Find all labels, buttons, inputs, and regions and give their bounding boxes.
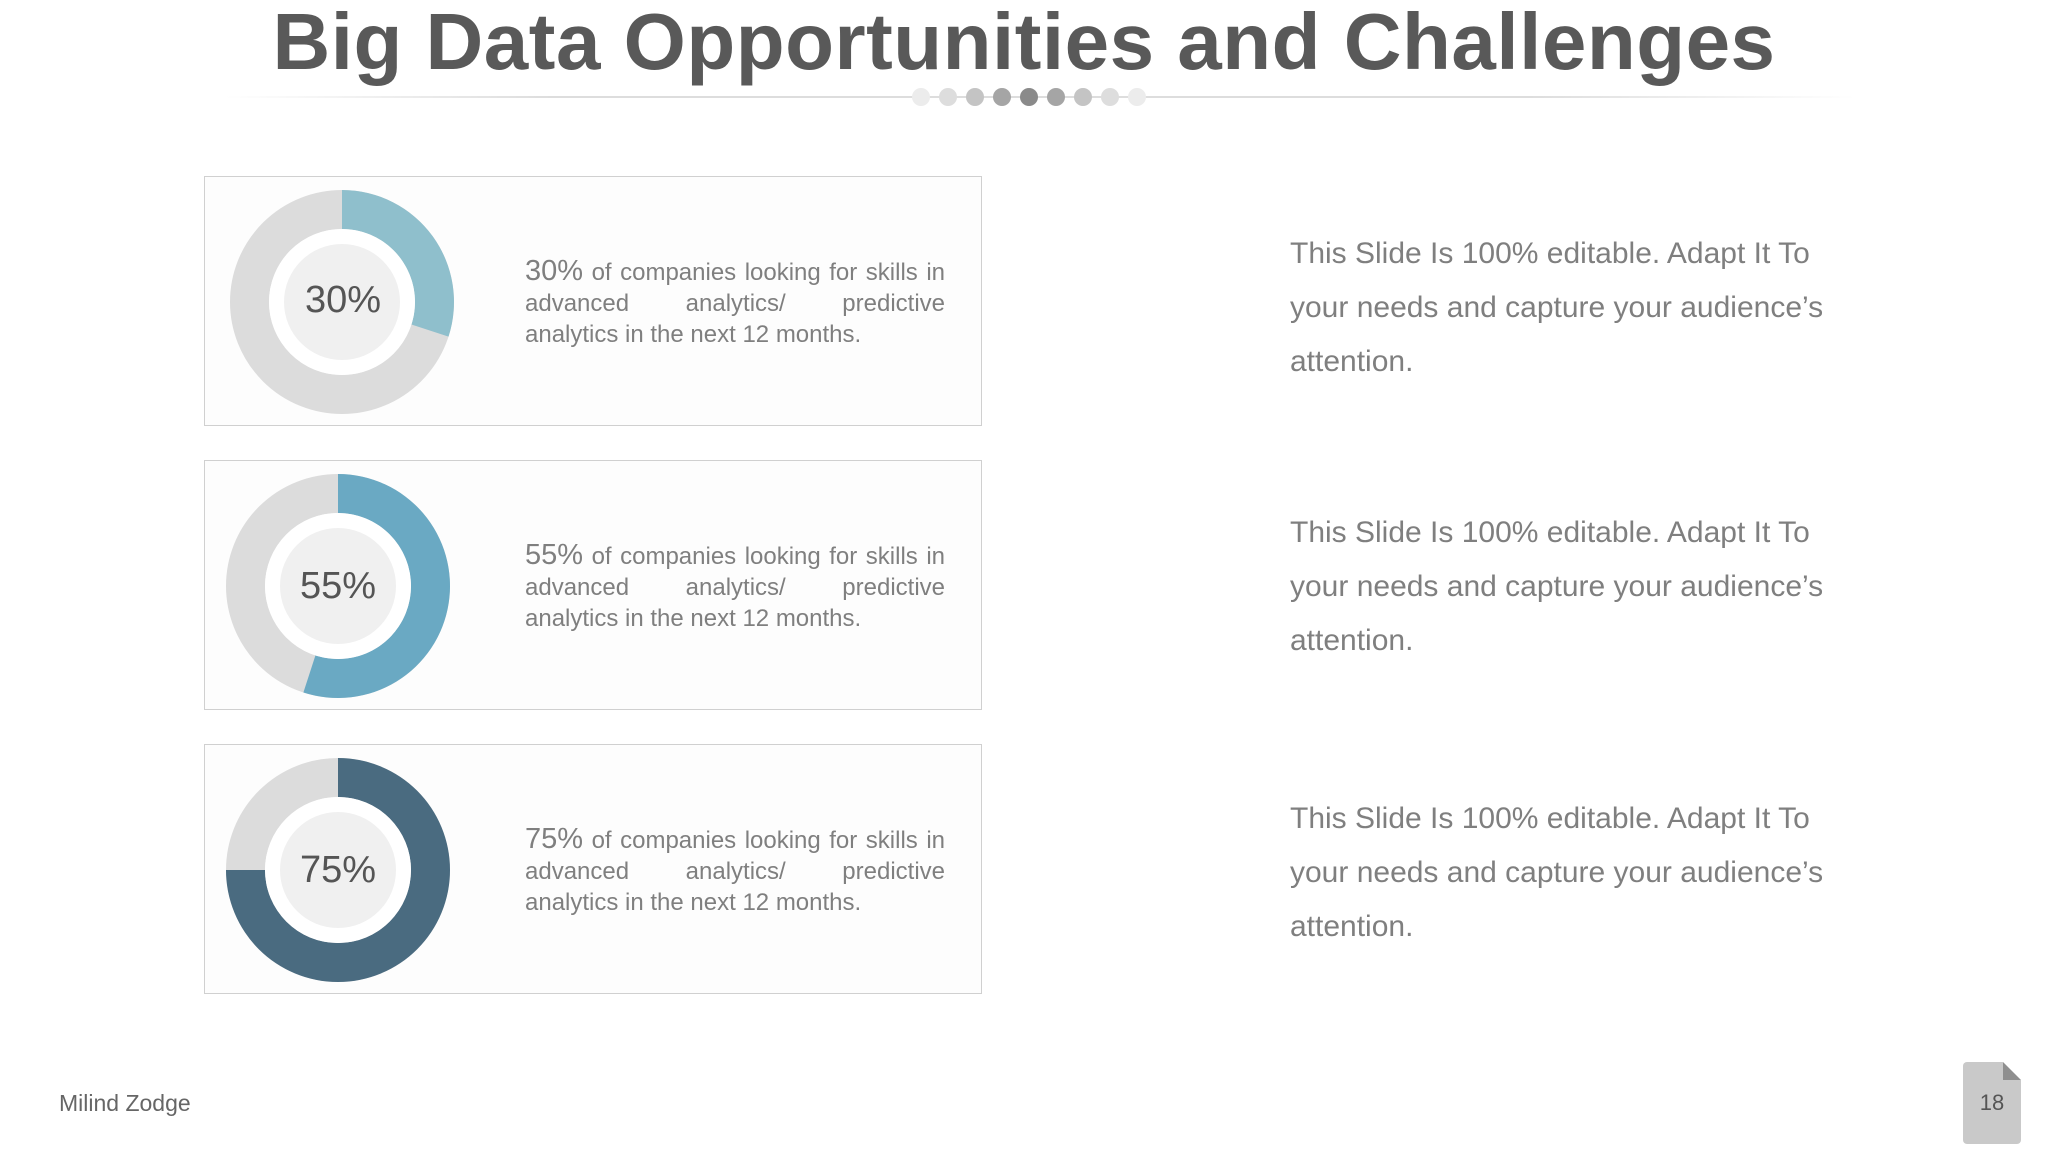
stat-card-1 [204,176,982,426]
note-text-1: This Slide Is 100% editable. Adapt It To your needs and capture your audience’s attention. [1290,237,1824,378]
stat-card-2 [204,460,982,710]
donut-label-3: 75% [299,849,377,891]
donut-label-2: 55% [299,565,377,607]
page-number-badge [1963,1062,2021,1144]
card-text-2: of companies looking for skills in advanced analytics/ predictive analytics in the next 12 months. [525,543,945,632]
card-text-1: of companies looking for skills in advanced analytics/ predictive analytics in the next 12 months. [525,259,945,348]
card-description-3 [525,824,945,918]
page-fold-icon [2003,1062,2021,1080]
ornament-dot [1020,88,1038,106]
ornament-dot [939,88,957,106]
card-percent-1: 30% [525,255,584,287]
card-description-1 [525,256,945,350]
ornament-dot [966,88,984,106]
page-number: 18 [1979,1090,2005,1115]
ornament-dot [1074,88,1092,106]
card-percent-2: 55% [525,539,584,571]
ornament-dot [1128,88,1146,106]
ornament-dot [1101,88,1119,106]
title-dots-ornament [0,88,2048,106]
slide-title: Big Data Opportunities and Challenges [272,0,1776,86]
ornament-dot [1047,88,1065,106]
card-text-3: of companies looking for skills in advanced analytics/ predictive analytics in the next 12 months. [525,827,945,916]
note-text-3: This Slide Is 100% editable. Adapt It To your needs and capture your audience’s attention. [1290,802,1824,943]
note-text-2: This Slide Is 100% editable. Adapt It To your needs and capture your audience’s attention. [1290,516,1824,657]
stat-card-3 [204,744,982,994]
ornament-dot [912,88,930,106]
ornament-dot [993,88,1011,106]
author-name: Milind Zodge [59,1090,191,1116]
donut-label-1: 30% [304,279,382,321]
card-percent-3: 75% [525,823,584,855]
card-description-2 [525,540,945,634]
